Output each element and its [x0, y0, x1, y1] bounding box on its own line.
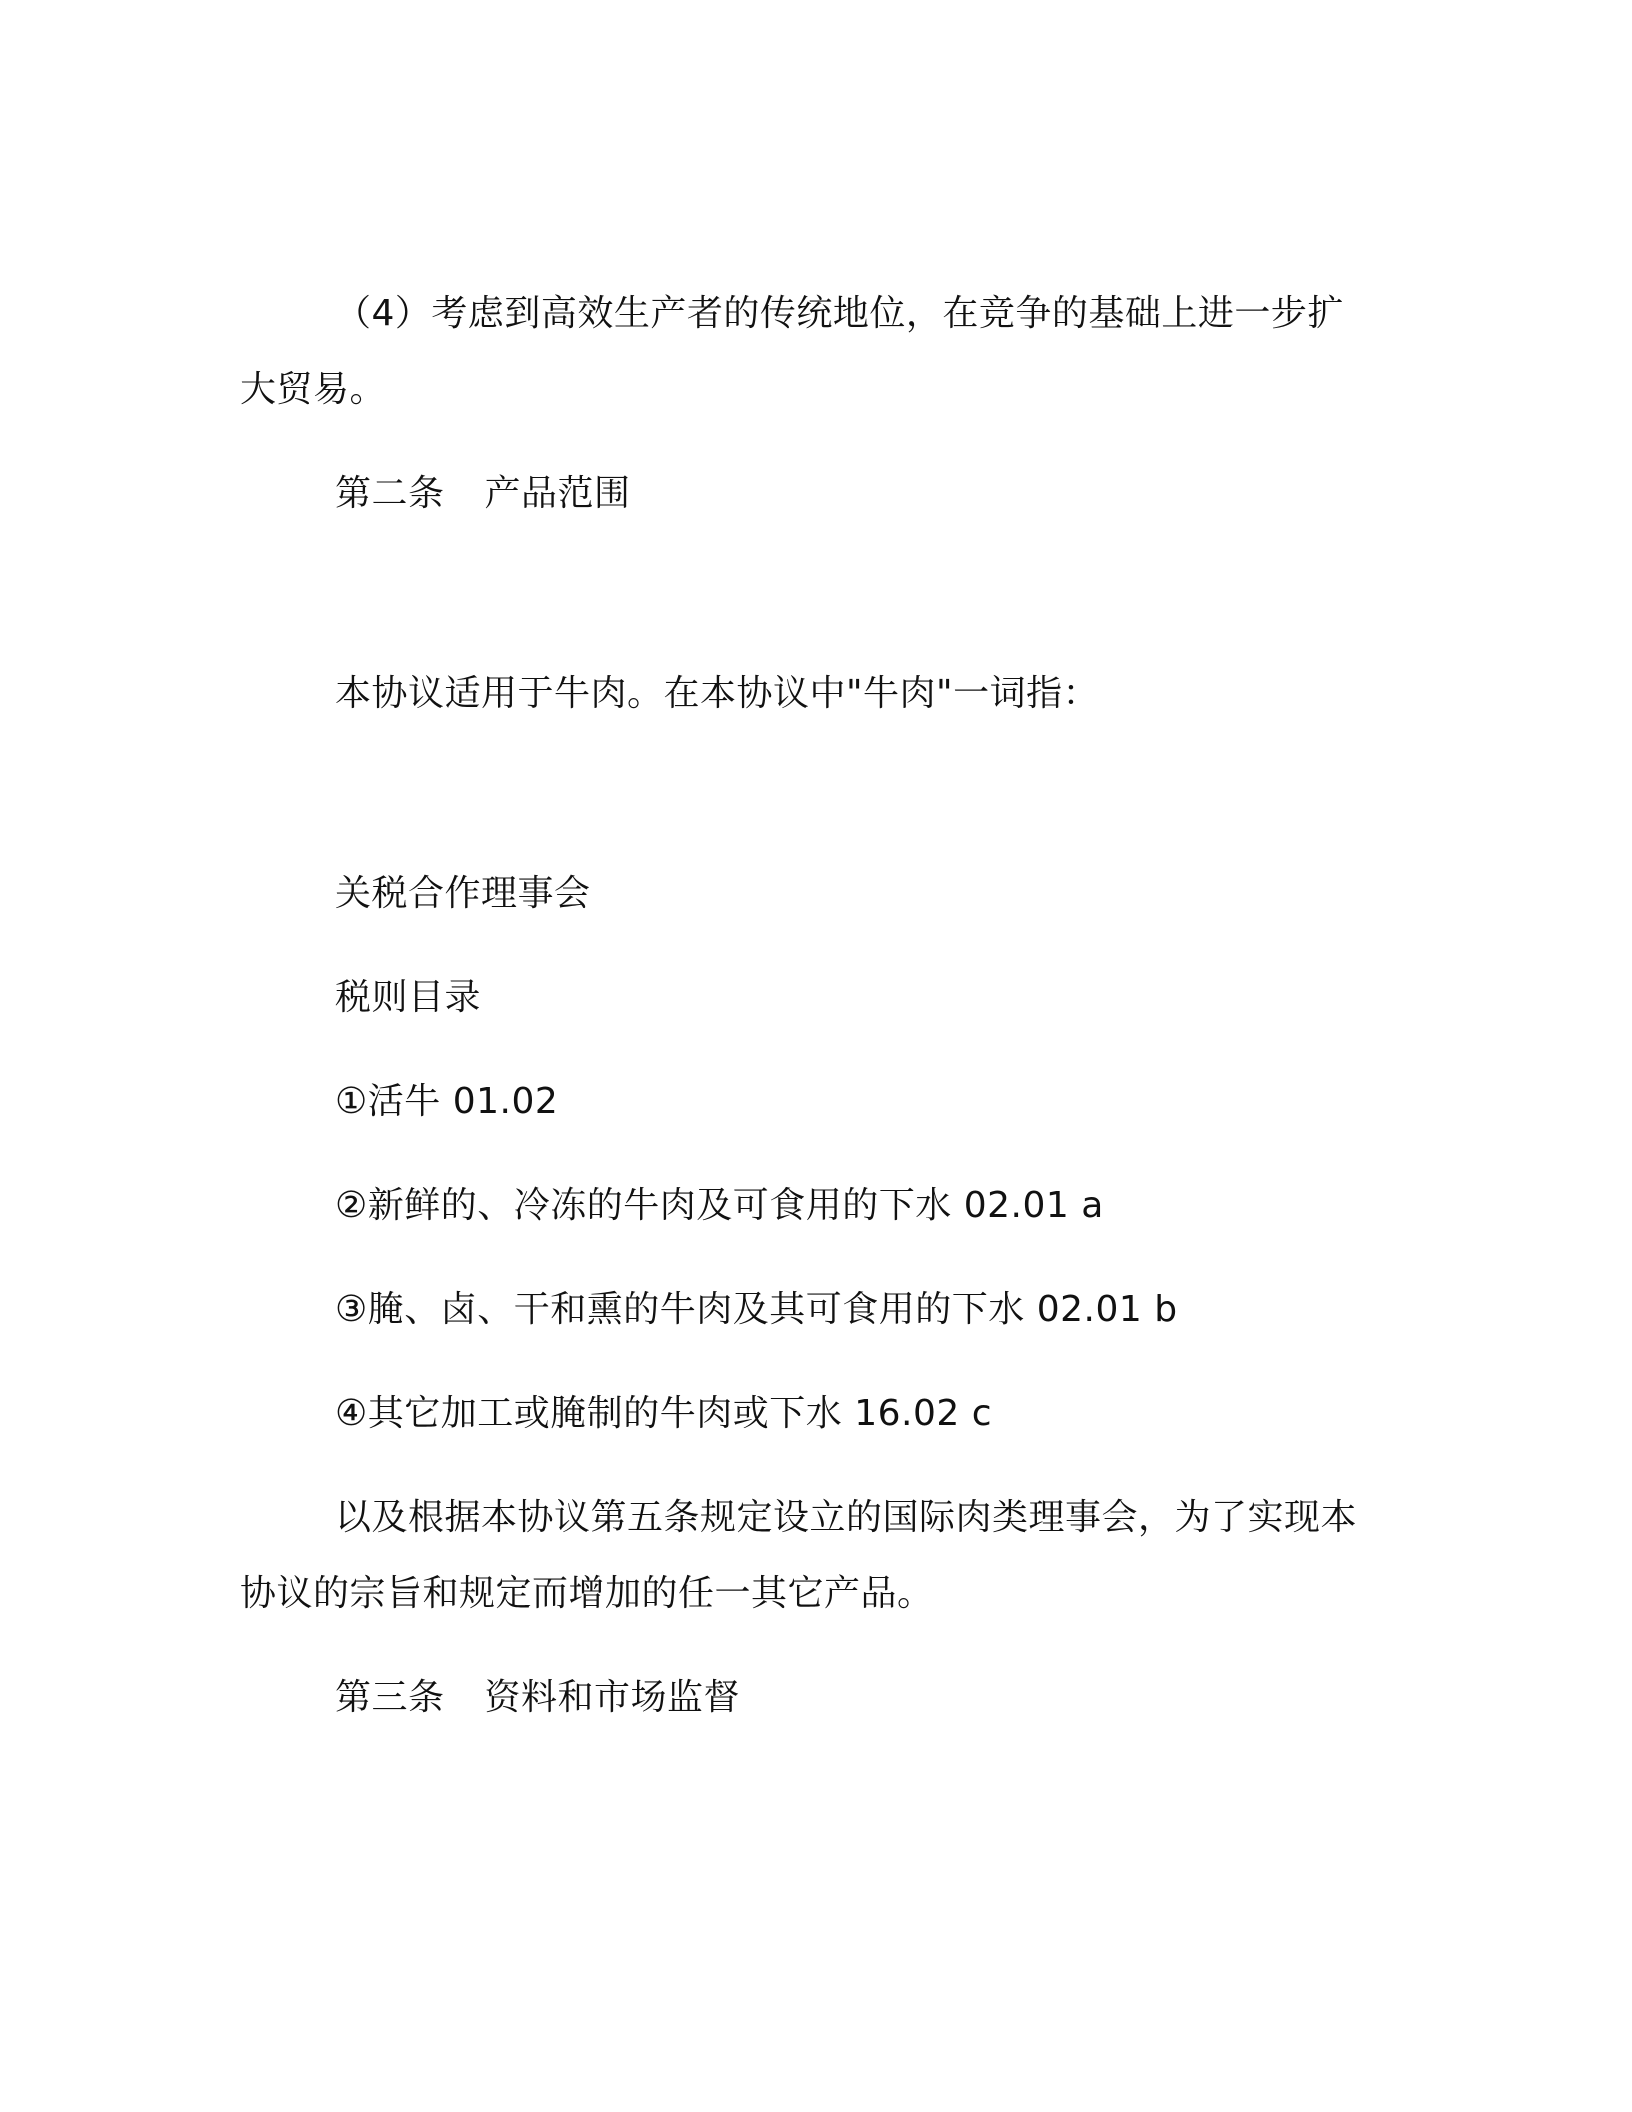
list-item-2: ②新鲜的、冷冻的牛肉及可食用的下水 02.01 a: [335, 1185, 1104, 1226]
article-3-number: 第三条: [335, 1677, 445, 1718]
beef-definition-intro: 本协议适用于牛肉。在本协议中"牛肉"一词指：: [335, 673, 1100, 714]
list-item-4: ④其它加工或腌制的牛肉或下水 16.02 c: [335, 1393, 993, 1434]
closing-paragraph-line-1: 以及根据本协议第五条规定设立的国际肉类理事会，为了实现本: [335, 1497, 1358, 1538]
list-item-1: ①活牛 01.02: [335, 1081, 559, 1122]
customs-council-line: 关税合作理事会: [335, 873, 591, 914]
article-3-heading: [335, 1676, 740, 1720]
list-item-3: ③腌、卤、干和熏的牛肉及其可食用的下水 02.01 b: [335, 1289, 1178, 1330]
paragraph-4-line-2: 大贸易。: [240, 369, 387, 410]
article-2-title: 产品范围: [484, 473, 631, 514]
article-3-title: 资料和市场监督: [484, 1677, 741, 1718]
article-2-number: 第二条: [335, 473, 445, 514]
closing-paragraph-line-2: 协议的宗旨和规定而增加的任一其它产品。: [240, 1573, 934, 1614]
tariff-list-line: 税则目录: [335, 977, 482, 1018]
article-2-heading: [335, 472, 631, 516]
paragraph-4-line-1: （4）考虑到高效生产者的传统地位，在竞争的基础上进一步扩: [335, 293, 1344, 334]
